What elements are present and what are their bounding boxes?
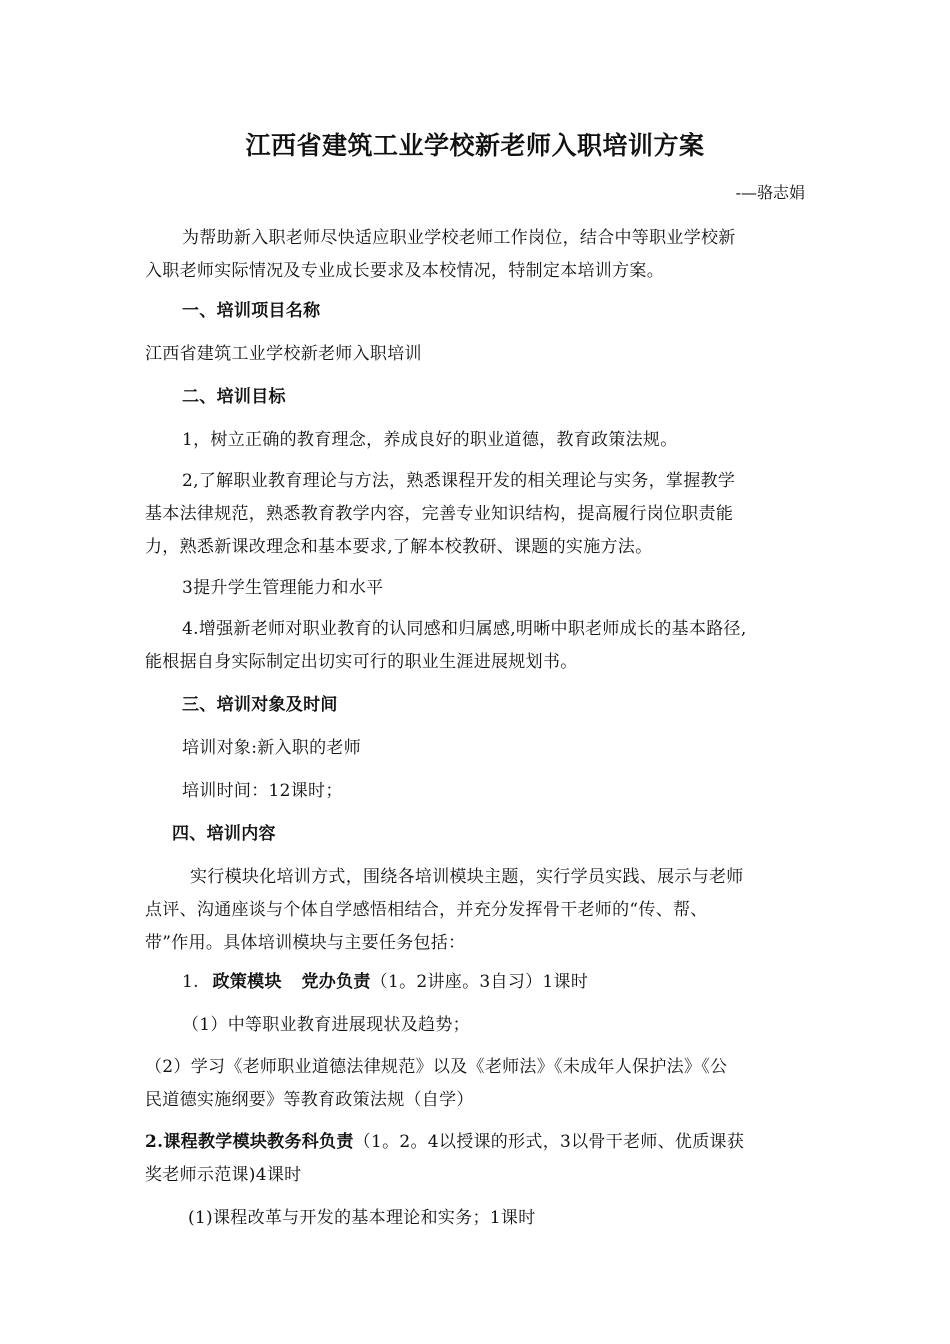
module-1-detail: （1。2讲座。3自习）1课时: [370, 972, 589, 992]
section-3-heading: 三、培训对象及时间: [182, 695, 338, 715]
module-1-owner: 党办负责: [301, 972, 371, 992]
goal-item-2-line-3: 力，熟悉新课改理念和基本要求,了解本校教研、课题的实施方法。: [145, 537, 653, 557]
document-title: 江西省建筑工业学校新老师入职培训方案: [245, 131, 705, 160]
content-intro-line-1: 实行模块化培训方式，围绕各培训模块主题，实行学员实践、展示与老师: [190, 867, 744, 887]
module-2-label: 2.课程教学模块教务科负责: [145, 1132, 354, 1152]
section-4-heading: 四、培训内容: [172, 824, 276, 844]
goal-item-2-line-1: 2,了解职业教育理论与方法，熟悉课程开发的相关理论与实务，掌握教学: [182, 471, 736, 491]
training-time: 培训时间：12课时；: [182, 781, 343, 801]
module-2-line-2: 奖老师示范课)4课时: [145, 1165, 302, 1185]
section-1-heading: 一、培训项目名称: [182, 301, 321, 321]
module-1-item-1: （1）中等职业教育进展现状及趋势；: [182, 1015, 470, 1035]
module-1-line: [182, 971, 588, 993]
goal-item-1: 1，树立正确的教育理念，养成良好的职业道德，教育政策法规。: [182, 430, 678, 450]
module-2-line-1: [145, 1131, 744, 1153]
module-2-detail: （1。2。4以授课的形式，3以骨干老师、优质课获: [353, 1132, 745, 1152]
content-intro-line-3: 带”作用。具体培训模块与主要任务包括：: [145, 933, 466, 953]
goal-item-4-line-2: 能根据自身实际制定出切实可行的职业生涯进展规划书。: [145, 652, 578, 672]
module-2-item-1: (1)课程改革与开发的基本理论和实务；1课时: [188, 1208, 536, 1228]
intro-line-1: 为帮助新入职老师尽快适应职业学校老师工作岗位，结合中等职业学校新: [182, 228, 736, 248]
goal-item-3: 3提升学生管理能力和水平: [182, 578, 384, 598]
section-2-heading: 二、培训目标: [182, 387, 286, 407]
goal-item-2-line-2: 基本法律规范，熟悉教育教学内容，完善专业知识结构，提高履行岗位职责能: [145, 504, 734, 524]
intro-line-2: 入职老师实际情况及专业成长要求及本校情况，特制定本培训方案。: [145, 261, 664, 281]
training-target: 培训对象:新入职的老师: [182, 738, 362, 758]
module-1-name: 政策模块: [212, 972, 282, 992]
module-1-number: 1.: [182, 972, 199, 992]
content-intro-line-2: 点评、沟通座谈与个体自学感悟相结合，并充分发挥骨干老师的“传、帮、: [145, 900, 708, 920]
goal-item-4-line-1: 4.增强新老师对职业教育的认同感和归属感,明晰中职老师成长的基本路径,: [182, 619, 747, 639]
document-author: -—骆志娟: [735, 183, 805, 202]
section-1-content: 江西省建筑工业学校新老师入职培训: [145, 344, 422, 364]
module-1-item-2-line-2: 民道德实施纲要》等教育政策法规（自学）: [145, 1090, 474, 1110]
module-1-item-2-line-1: （2）学习《老师职业道德法律规范》以及《老师法》《未成年人保护法》《公: [145, 1057, 728, 1077]
